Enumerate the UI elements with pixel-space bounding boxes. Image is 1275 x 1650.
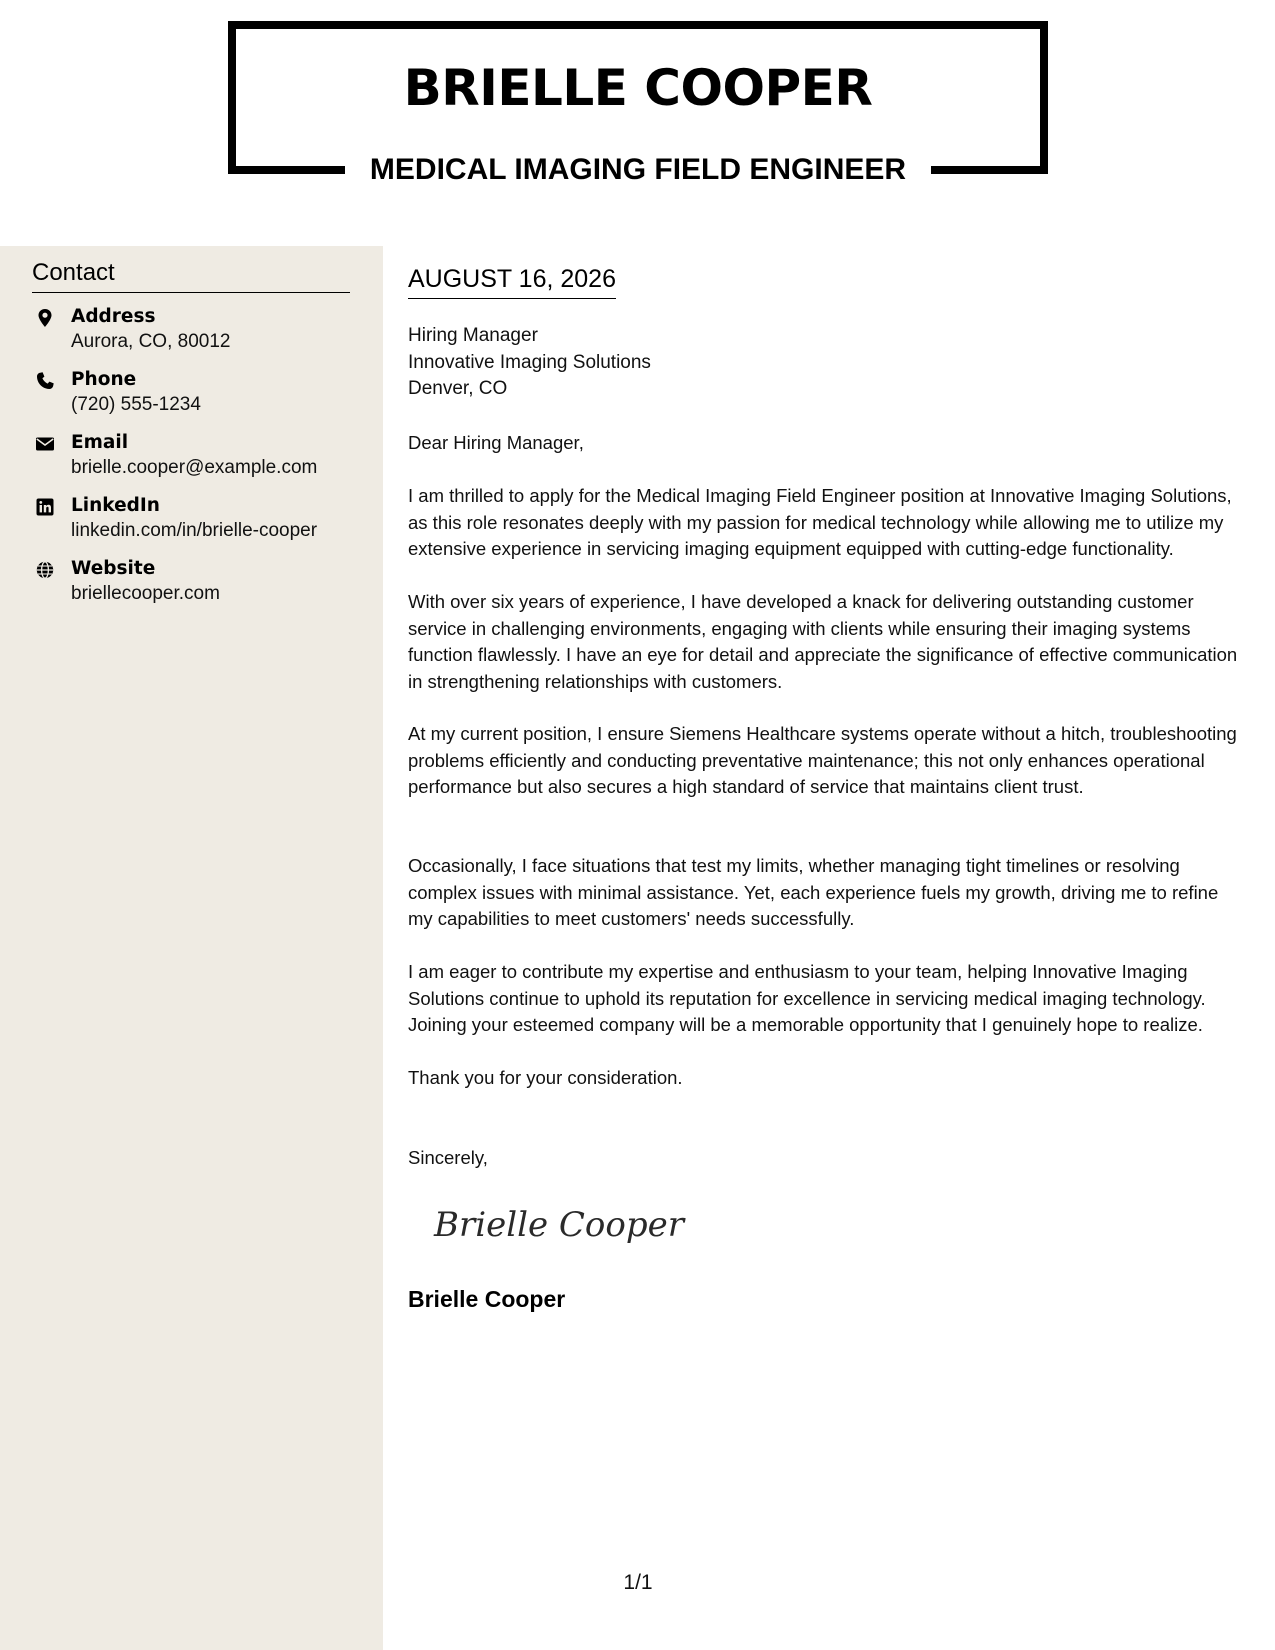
- page-number: 1/1: [623, 1571, 653, 1594]
- recipient-location: Denver, CO: [408, 378, 508, 399]
- contact-label: Email: [71, 432, 129, 453]
- recipient-block: [408, 323, 651, 403]
- job-title: MEDICAL IMAGING FIELD ENGINEER: [369, 153, 907, 186]
- contact-label: Website: [71, 558, 156, 579]
- letter-date: AUGUST 16, 2026: [408, 264, 616, 299]
- website-value[interactable]: briellecooper.com: [71, 583, 220, 604]
- candidate-name: BRIELLE COOPER: [403, 59, 873, 117]
- linkedin-icon: [35, 497, 55, 517]
- map-pin-icon: [35, 308, 55, 328]
- salutation: Dear Hiring Manager,: [408, 432, 584, 453]
- linkedin-value[interactable]: linkedin.com/in/brielle-cooper: [71, 520, 318, 541]
- signer-name: Brielle Cooper: [408, 1286, 566, 1312]
- recipient-name: Hiring Manager: [408, 325, 538, 346]
- header-frame-bottom-left: [228, 166, 345, 174]
- address-value: Aurora, CO, 80012: [71, 331, 231, 352]
- body-paragraph: Occasionally, I face situations that test my limits, whether managing tight timelines or resolving complex issues with minimal assistance. Yet, each experience fuels my growth, driving me to refine my capabilities to meet customers' needs successfully.: [408, 855, 1219, 929]
- contact-label: Phone: [71, 369, 137, 390]
- recipient-company: Innovative Imaging Solutions: [408, 351, 651, 373]
- body-paragraph: I am eager to contribute my expertise and enthusiasm to your team, helping Innovative Imaging Solutions continue to uphold its reputation for excellence in servicing medical imaging technology. Joining your esteemed company will be a memorable opportunity that I genuinely hope to realize.: [408, 961, 1206, 1035]
- body-paragraph: At my current position, I ensure Siemens Healthcare systems operate without a hitch, troubleshooting problems efficiently and conducting preventative maintenance; this not only enhances operational performance but also secures a high standard of service that maintains client trust.: [408, 723, 1237, 797]
- contact-divider: [32, 292, 350, 293]
- body-paragraph: With over six years of experience, I have developed a knack for delivering outstanding customer service in challenging environments, engaging with clients while ensuring their imaging systems function flawlessly. I have an eye for detail and appreciate the significance of effective communication in strengthening relationships with customers.: [408, 591, 1238, 692]
- phone-value: (720) 555-1234: [71, 394, 201, 415]
- contact-label: Address: [71, 306, 156, 327]
- handwritten-signature: [430, 1196, 685, 1256]
- closing: Sincerely,: [408, 1147, 488, 1168]
- contact-label: LinkedIn: [71, 495, 160, 516]
- globe-icon: [35, 560, 55, 580]
- svg-text:Brielle Cooper: Brielle Cooper: [434, 1205, 685, 1245]
- body-paragraph: I am thrilled to apply for the Medical Imaging Field Engineer position at Innovative Imaging Solutions, as this role resonates deeply with my passion for medical technology while allowing me to utilize my extensive experience in servicing imaging equipment equipped with cutting-edge functionality.: [408, 485, 1232, 559]
- contact-heading: Contact: [32, 259, 115, 286]
- email-value[interactable]: brielle.cooper@example.com: [71, 457, 318, 478]
- thanks-line: Thank you for your consideration.: [408, 1067, 683, 1088]
- header-frame-bottom-right: [931, 166, 1048, 174]
- envelope-icon: [35, 434, 55, 454]
- phone-icon: [35, 371, 55, 391]
